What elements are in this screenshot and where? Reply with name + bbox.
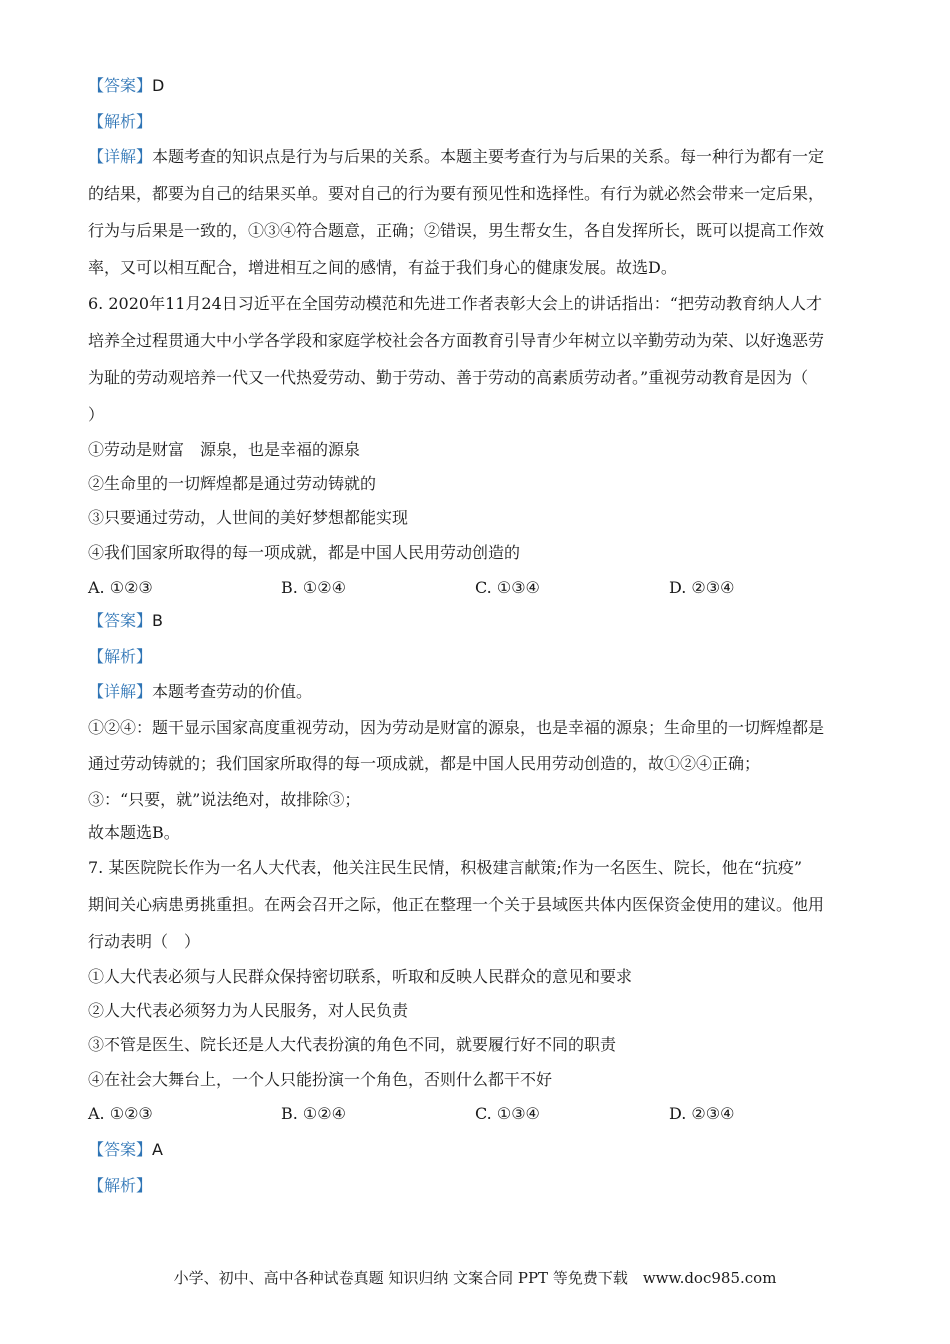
detail-line: [88, 147, 824, 167]
statement: ①人大代表必须与人民群众保持密切联系，听取和反映人民群众的意见和要求: [88, 967, 633, 986]
answer-value: A: [152, 1140, 163, 1159]
analysis-line: [88, 1176, 152, 1196]
analysis-line: [88, 647, 152, 667]
question-stem: 为耻的劳动观培养一代又一代热爱劳动、勤于劳动、善于劳动的高素质劳动者。”重视劳动教育是因为（: [88, 368, 809, 387]
statement: ②生命里的一切辉煌都是通过劳动铸就的: [88, 474, 377, 493]
question-stem: 6. 2020年11月24日习近平在全国劳动模范和先进工作者表彰大会上的讲话指出：“把劳动教育纳人人才: [88, 294, 822, 313]
analysis-line: [88, 112, 152, 132]
statement: ③只要通过劳动，人世间的美好梦想都能实现: [88, 508, 409, 527]
answer-value: D: [152, 76, 165, 95]
analysis-tag: 【解析】: [88, 1176, 153, 1195]
statement: ①劳动是财富 源泉，也是幸福的源泉: [88, 440, 361, 459]
statement: ②人大代表必须努力为人民服务，对人民负责: [88, 1001, 409, 1020]
option-d: D. ②③④: [669, 578, 735, 597]
page-footer: 小学、初中、高中各种试卷真题 知识归纳 文案合同 PPT 等免费下载 www.doc985.com: [173, 1269, 777, 1287]
answer-tag: 【答案】: [88, 1140, 153, 1159]
detail-line: [88, 682, 312, 702]
statement: ④我们国家所取得的每一项成就，都是中国人民用劳动创造的: [88, 543, 521, 562]
option-b: B. ①②④: [281, 1104, 346, 1123]
detail-text: 本题考查劳动的价值。: [152, 682, 313, 701]
analysis-tag: 【解析】: [88, 647, 153, 666]
question-stem: 期间关心病患勇挑重担。在两会召开之际，他正在整理一个关于县域医共体内医保资金使用的建议。他用: [88, 895, 825, 914]
option-d: D. ②③④: [669, 1104, 735, 1123]
detail-text: 本题考查的知识点是行为与后果的关系。本题主要考查行为与后果的关系。每一种行为都有一定: [152, 147, 825, 166]
explanation: 通过劳动铸就的；我们国家所取得的每一项成就，都是中国人民用劳动创造的，故①②④正确；: [88, 754, 761, 773]
detail-tag: 【详解】: [88, 682, 153, 701]
explanation: ③：“只要，就”说法绝对，故排除③；: [88, 790, 361, 809]
option-a: A. ①②③: [88, 578, 153, 597]
question-stem: ）: [88, 405, 105, 424]
answer-tag: 【答案】: [88, 611, 153, 630]
detail-text: 率，又可以相互配合，增进相互之间的感情，有益于我们身心的健康发展。故选D。: [88, 258, 677, 277]
option-c: C. ①③④: [475, 1104, 540, 1123]
explanation: 故本题选B。: [88, 823, 180, 842]
detail-text: 的结果，都要为自己的结果买单。要对自己的行为要有预见性和选择性。有行为就必然会带来一定后果，: [88, 184, 825, 203]
answer-value: B: [152, 611, 163, 630]
analysis-tag: 【解析】: [88, 112, 153, 131]
statement: ③不管是医生、院长还是人大代表扮演的角色不同，就要履行好不同的职责: [88, 1035, 617, 1054]
option-c: C. ①③④: [475, 578, 540, 597]
answer-line: [88, 611, 163, 631]
explanation: ①②④：题干显示国家高度重视劳动，因为劳动是财富的源泉，也是幸福的源泉；生命里的一切辉煌都是: [88, 718, 825, 737]
detail-text: 行为与后果是一致的，①③④符合题意，正确；②错误，男生帮女生，各自发挥所长，既可以提高工作效: [88, 221, 825, 240]
question-stem: 行动表明（ ）: [88, 932, 201, 951]
option-b: B. ①②④: [281, 578, 346, 597]
question-stem: 7. 某医院院长作为一名人大代表，他关注民生民情，积极建言献策;作为一名医生、院长，他在“抗疫”: [88, 858, 803, 877]
question-stem: 培养全过程贯通大中小学各学段和家庭学校社会各方面教育引导青少年树立以辛勤劳动为荣、以好逸恶劳: [88, 331, 825, 350]
detail-tag: 【详解】: [88, 147, 153, 166]
answer-line: [88, 76, 164, 96]
answer-tag: 【答案】: [88, 76, 153, 95]
option-a: A. ①②③: [88, 1104, 153, 1123]
answer-line: [88, 1140, 163, 1160]
statement: ④在社会大舞台上，一个人只能扮演一个角色，否则什么都干不好: [88, 1070, 553, 1089]
